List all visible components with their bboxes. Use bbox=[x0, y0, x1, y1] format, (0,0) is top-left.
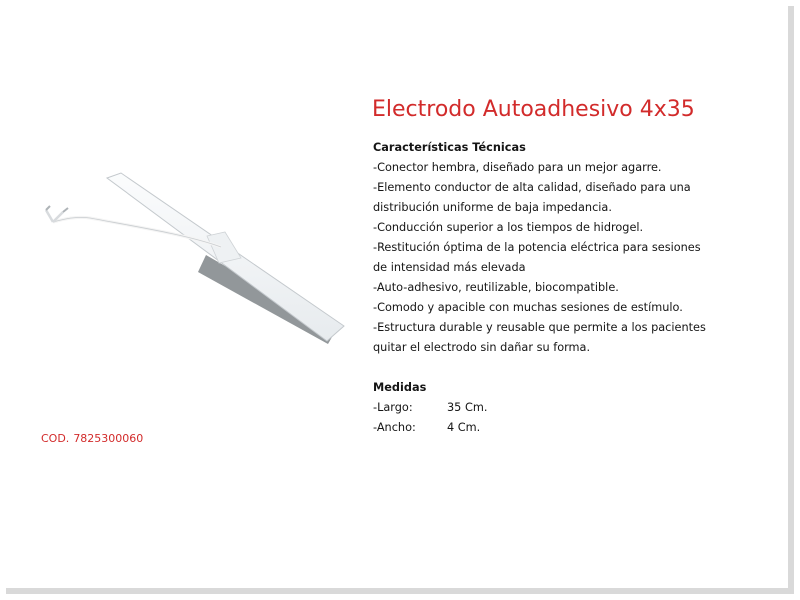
characteristic-line: -Auto-adhesivo, reutilizable, biocompatible. bbox=[373, 281, 619, 294]
characteristics-list bbox=[373, 158, 733, 358]
electrode-connector-sleeve bbox=[207, 232, 241, 263]
pin-tip bbox=[46, 206, 50, 210]
electrode-product-image bbox=[28, 140, 358, 370]
measure-label: -Ancho: bbox=[373, 421, 416, 434]
page-title: Electrodo Autoadhesivo 4x35 bbox=[372, 96, 695, 122]
measure-row-length bbox=[373, 398, 733, 418]
characteristic-line: distribución uniforme de baja impedancia. bbox=[373, 201, 612, 214]
electrode-illustration bbox=[28, 140, 358, 370]
measure-value: 35 Cm. bbox=[447, 401, 488, 414]
characteristics-heading: Características Técnicas bbox=[373, 141, 526, 154]
characteristic-line: de intensidad más elevada bbox=[373, 261, 526, 274]
characteristic-line: -Elemento conductor de alta calidad, diseñado para una bbox=[373, 181, 691, 194]
measure-value: 4 Cm. bbox=[447, 421, 481, 434]
product-code-label: COD. bbox=[41, 432, 70, 445]
measures-heading: Medidas bbox=[373, 381, 427, 394]
measure-label: -Largo: bbox=[373, 401, 413, 414]
product-code-value: 7825300060 bbox=[73, 432, 144, 445]
characteristic-line: -Restitución óptima de la potencia eléctrica para sesiones bbox=[373, 241, 701, 254]
measure-row-width bbox=[373, 418, 733, 438]
characteristic-line: -Estructura durable y reusable que permite a los pacientes bbox=[373, 321, 706, 334]
characteristic-line: -Conector hembra, diseñado para un mejor agarre. bbox=[373, 161, 662, 174]
characteristic-line: -Conducción superior a los tiempos de hidrogel. bbox=[373, 221, 644, 234]
characteristic-line: quitar el electrodo sin dañar su forma. bbox=[373, 341, 591, 354]
product-code bbox=[41, 432, 143, 445]
product-details bbox=[373, 138, 733, 438]
pin-tip bbox=[63, 208, 68, 212]
characteristic-line: -Comodo y apacible con muchas sesiones de estímulo. bbox=[373, 301, 683, 314]
